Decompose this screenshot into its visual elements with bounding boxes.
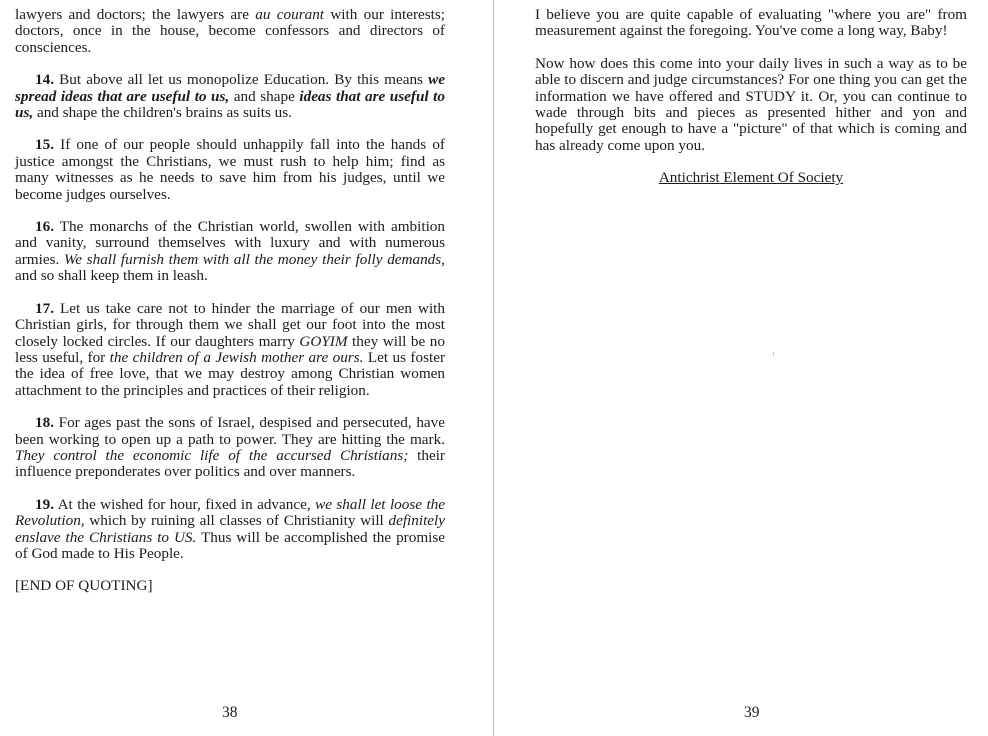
right-paragraph-1: I believe you are quite capable of evaluating "where you are" from measurement against the foregoing. You've come a long way, Baby! [535, 6, 967, 40]
text-run: If one of our people should unhappily fall into the hands of justice amongst the Christians, we must rush to help him; find as many witnesses as he needs to save him from his judges, until we become judges ourselves. [15, 136, 445, 203]
left-page [0, 0, 493, 736]
left-paragraph [15, 497, 445, 563]
text-run: The monarchs of the Christian world, swollen with ambition and vanity, surround themselves with luxury and with numerous armies. [15, 218, 445, 268]
text-run: But above all let us monopolize Education. By this means [53, 71, 429, 89]
paragraph-number: 15. [35, 136, 54, 154]
text-run: definitely enslave the Christians to US. [15, 512, 445, 546]
section-heading: Antichrist Element Of Society [658, 169, 844, 187]
text-run: they will be no less useful, for [15, 332, 445, 366]
text-run: and shape the children's brains as suits us. [33, 104, 292, 122]
text-run: At the wished for hour, fixed in advance, [53, 495, 316, 513]
text-run: We shall furnish them with all the money their folly demands, [63, 250, 445, 268]
left-paragraph [15, 137, 445, 203]
text-run: and shape [229, 87, 300, 105]
paragraph-number: 14. [35, 71, 54, 89]
text-run: Let us take care not to hinder the marriage of our men with Christian girls, for through them we shall get our foot into the most closely locked circles. If our daughters marry [15, 299, 445, 350]
right-page [494, 0, 988, 736]
text-run: the children of a Jewish mother are ours. [109, 348, 364, 366]
end-of-quoting-note: [END OF QUOTING] [15, 577, 153, 595]
left-paragraph [15, 219, 445, 285]
right-paragraph-2: Now how does this come into your daily lives in such a way as to be able to discern and judge circumstances? For one thing you can get the information we have offered and STUDY it. Or, you can continue to wade through bits and pieces as presented hither and yon and hopefully get enough to have a "picture" of that which is coming and has already come upon you. [535, 54, 967, 154]
text-run: their influence preponderates over politics and over manners. [15, 446, 445, 481]
text-run: which by ruining all classes of Christianity will [84, 512, 389, 530]
paragraph-number: 18. [35, 414, 54, 432]
page-number-left: 38 [222, 704, 238, 721]
left-page-text [15, 7, 445, 611]
left-paragraph [15, 415, 445, 481]
text-run: ideas that are useful to us, [15, 87, 445, 122]
text-run: we shall let loose the Revolution, [15, 495, 445, 530]
text-run: GOYIM [299, 332, 348, 350]
paragraph-number: 19. [35, 495, 54, 513]
left-paragraphs [15, 7, 445, 562]
paragraph-number: 16. [35, 218, 54, 236]
left-paragraph [15, 301, 445, 399]
text-run: lawyers and doctors; the lawyers are [15, 6, 256, 23]
text-run: Let us foster the idea of free love, that we may destroy among Christian women attachment to the principles and practices of their religion. [15, 348, 446, 399]
paragraph-number: 17. [35, 299, 54, 317]
right-page-text [535, 7, 967, 187]
paper-speck [773, 352, 774, 356]
text-run: Thus will be accomplished the promise of God made to His People. [15, 528, 445, 562]
page-number-right: 39 [744, 704, 760, 721]
text-run: we spread ideas that are useful to us, [15, 71, 445, 105]
text-run: and so shall keep them in leash. [15, 267, 208, 285]
text-run: au courant [255, 6, 325, 23]
left-paragraph [15, 72, 445, 121]
text-run: with our interests; doctors, once in the house, become confessors and directors of consciences. [15, 6, 446, 56]
text-run: They control the economic life of the accursed Christians; [15, 446, 409, 464]
left-paragraph [15, 7, 445, 56]
text-run: For ages past the sons of Israel, despised and persecuted, have been working to open up a path to power. They are hitting the mark. [15, 414, 445, 448]
